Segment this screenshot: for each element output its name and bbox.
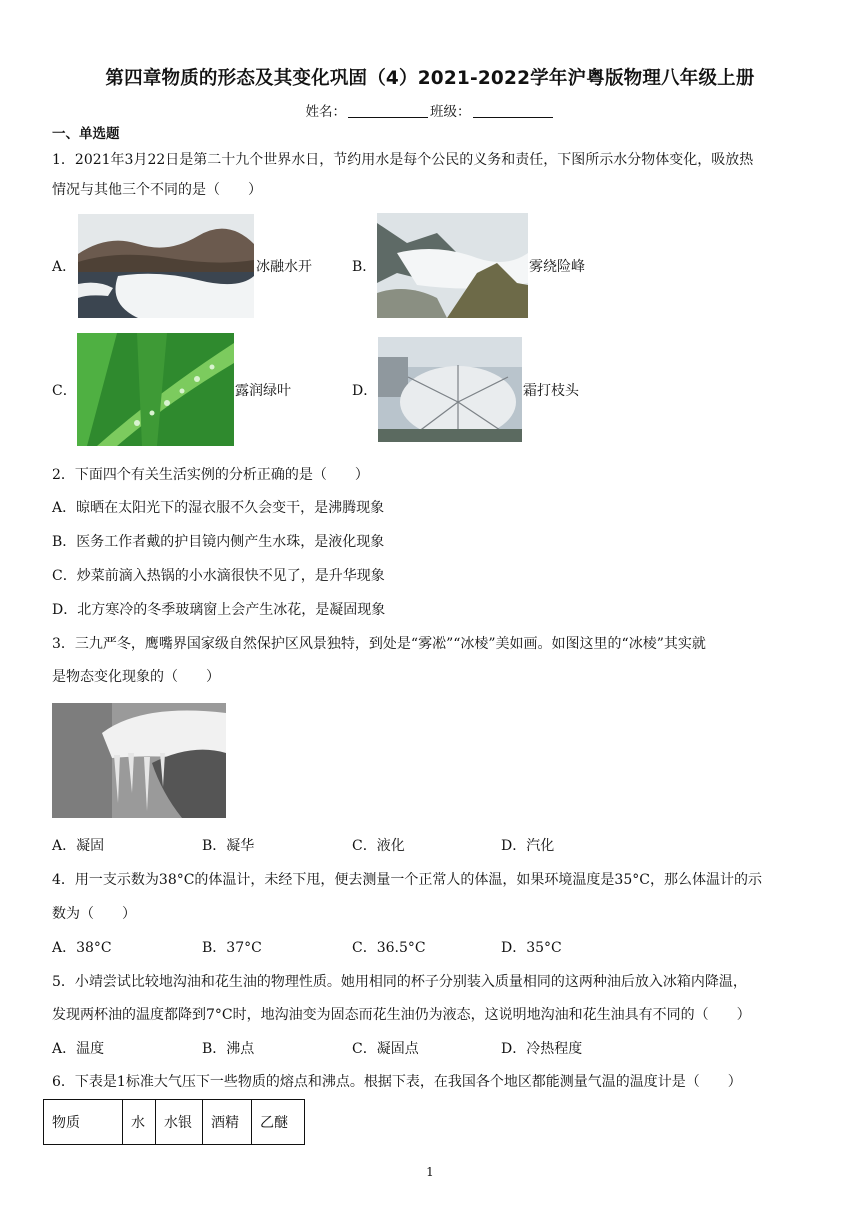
q5-option-c: C．凝固点 — [352, 1041, 419, 1057]
mist-mountains-photo — [377, 213, 528, 318]
q3-stem-line2: 是物态变化现象的（ ） — [52, 669, 220, 685]
q3-option-a: A．凝固 — [52, 838, 105, 854]
name-label: 姓名： — [305, 104, 346, 120]
q1-option-c-letter: C． — [52, 383, 77, 399]
q2-option-b: B．医务工作者戴的护目镜内侧产生水珠，是液化现象 — [52, 534, 385, 550]
q5-stem-line1: 5．小靖尝试比较地沟油和花生油的物理性质。她用相同的杯子分别装入质量相同的这两种油后放入冰箱内降温， — [52, 974, 747, 990]
q1-option-b-letter: B． — [352, 259, 377, 275]
table-header-cell: 乙醚 — [252, 1100, 305, 1145]
table-header-cell: 酒精 — [203, 1100, 252, 1145]
name-blank[interactable] — [348, 103, 428, 118]
melting-boiling-table — [43, 1099, 305, 1145]
q3-option-d: D．汽化 — [501, 838, 555, 854]
class-label: 班级： — [430, 104, 471, 120]
melting-snow-photo — [78, 214, 254, 318]
table-header-cell: 水 — [123, 1100, 156, 1145]
table-header-cell: 水银 — [156, 1100, 203, 1145]
q2-option-d: D．北方寒冷的冬季玻璃窗上会产生冰花，是凝固现象 — [52, 602, 386, 618]
q5-option-d: D．冷热程度 — [501, 1041, 583, 1057]
section-heading: 一、单选题 — [52, 126, 120, 142]
q5-option-a: A．温度 — [52, 1041, 105, 1057]
q4-stem-line1: 4．用一支示数为38°C的体温计，未经下甩，便去测量一个正常人的体温，如果环境温度是35°C，那么体温计的示 — [52, 872, 762, 888]
q1-option-d-letter: D． — [352, 383, 378, 399]
q3-stem-line1: 3．三九严冬，鹰嘴界国家级自然保护区风景独特，到处是“雾凇”“冰棱”美如画。如图这里的“冰棱”其实就 — [52, 636, 706, 652]
q2-stem: 2．下面四个有关生活实例的分析正确的是（ ） — [52, 467, 369, 483]
q6-stem: 6．下表是1标准大气压下一些物质的熔点和沸点。根据下表，在我国各个地区都能测量气温的温度计是（ ） — [52, 1074, 742, 1090]
student-info-line — [0, 100, 860, 120]
q2-option-a: A．晾晒在太阳光下的湿衣服不久会变干，是沸腾现象 — [52, 500, 385, 516]
q5-option-b: B．沸点 — [202, 1041, 255, 1057]
icicles-photo — [52, 703, 226, 818]
dew-leaf-photo — [77, 333, 234, 446]
q4-option-b: B．37°C — [202, 940, 262, 956]
q1-option-c-caption: 露润绿叶 — [235, 383, 291, 399]
page-title: 第四章物质的形态及其变化巩固（4）2021-2022学年沪粤版物理八年级上册 — [105, 68, 755, 89]
q1-option-a-caption: 冰融水开 — [256, 259, 312, 275]
table-header-cell: 物质 — [44, 1100, 123, 1145]
q4-option-c: C．36.5°C — [352, 940, 426, 956]
q5-stem-line2: 发现两杯油的温度都降到7°C时，地沟油变为固态而花生油仍为液态，这说明地沟油和花生油具有不同的（ ） — [52, 1007, 751, 1023]
q1-option-d-caption: 霜打枝头 — [523, 383, 579, 399]
q1-stem-line1: 1．2021年3月22日是第二十九个世界水日，节约用水是每个公民的义务和责任，下图所示水分物体变化，吸放热 — [52, 152, 754, 168]
q4-stem-line2: 数为（ ） — [52, 906, 136, 922]
q3-option-c: C．液化 — [352, 838, 405, 854]
q3-option-b: B．凝华 — [202, 838, 255, 854]
page-number: 1 — [426, 1165, 434, 1179]
q1-option-a-letter: A． — [52, 259, 77, 275]
q4-option-d: D．35°C — [501, 940, 562, 956]
q1-option-b-caption: 雾绕险峰 — [529, 259, 585, 275]
table-row — [44, 1100, 305, 1145]
q1-stem-line2: 情况与其他三个不同的是（ ） — [52, 182, 262, 198]
frost-branch-photo — [378, 337, 522, 442]
class-blank[interactable] — [473, 103, 553, 118]
q2-option-c: C．炒菜前滴入热锅的小水滴很快不见了，是升华现象 — [52, 568, 385, 584]
q4-option-a: A．38°C — [52, 940, 112, 956]
